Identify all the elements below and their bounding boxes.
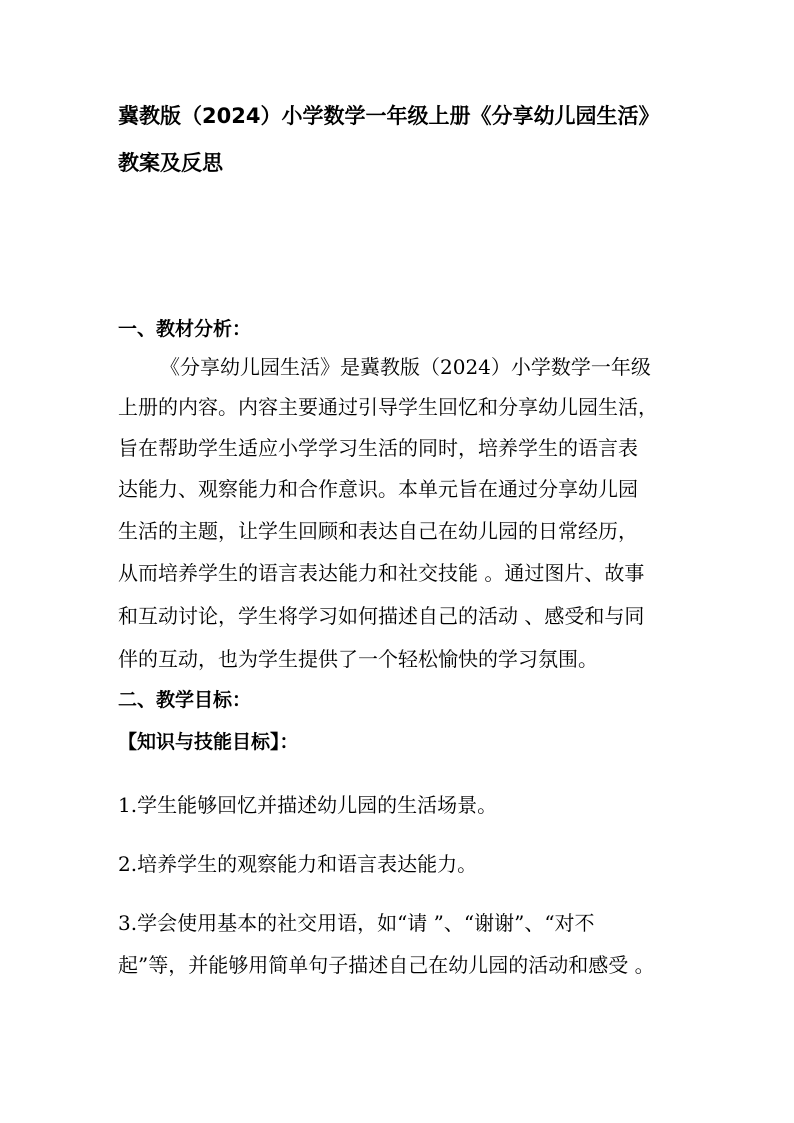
goal-list-item: 起”等，并能够用简单句子描述自己在幼儿园的活动和感受 。 [118, 953, 655, 977]
goal-list-item: 1.学生能够回忆并描述幼儿园的生活场景。 [118, 793, 498, 817]
analysis-paragraph-line: 从而培养学生的语言表达能力和社交技能 。通过图片、故事 [118, 561, 645, 585]
analysis-paragraph-line: 伴的互动，也为学生提供了一个轻松愉快的学习氛围。 [118, 647, 598, 671]
document-title-line1: 冀教版（2024）小学数学一年级上册《分享幼儿园生活》 [118, 104, 660, 128]
analysis-paragraph-line: 和互动讨论，学生将学习如何描述自己的活动 、感受和与同 [118, 604, 645, 628]
goal-list-item: 2.培养学生的观察能力和语言表达能力。 [118, 852, 478, 876]
analysis-paragraph-line: 上册的内容。内容主要通过引导学生回忆和分享幼儿园生活， [118, 395, 658, 419]
analysis-paragraph-line: 旨在帮助学生适应小学学习生活的同时，培养学生的语言表 [118, 436, 638, 460]
subheading-knowledge-skills: 【知识与技能目标】： [118, 731, 299, 753]
analysis-paragraph-line: 生活的主题，让学生回顾和表达自己在幼儿园的日常经历， [118, 519, 638, 543]
document-title-line2: 教案及反思 [118, 151, 223, 175]
analysis-paragraph-line: 《分享幼儿园生活》是冀教版（2024）小学数学一年级 [160, 355, 651, 379]
analysis-paragraph-line: 达能力、观察能力和合作意识。本单元旨在通过分享幼儿园 [118, 477, 638, 501]
section-heading-analysis: 一、教材分析： [118, 318, 252, 340]
section-heading-goals: 二、教学目标： [118, 689, 252, 711]
goal-list-item: 3.学会使用基本的社交用语，如“请 ”、“谢谢”、“对不 [118, 911, 595, 935]
